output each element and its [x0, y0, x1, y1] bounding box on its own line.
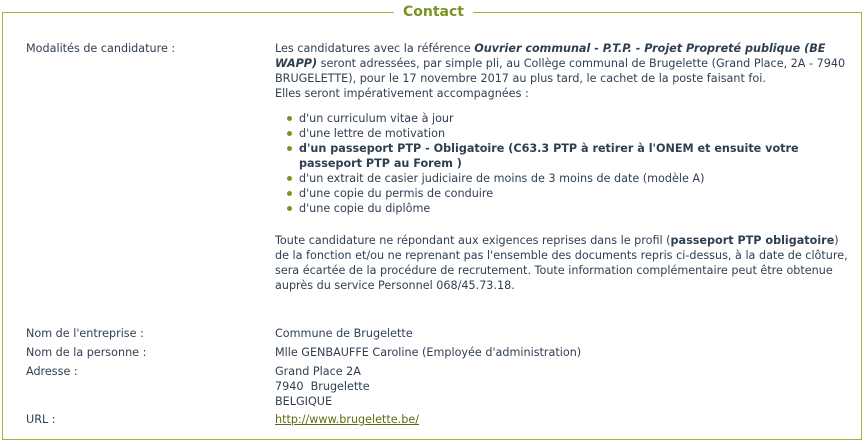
note-text-after: ) de la fonction et/ou ne reprenant pas l'ensemble des documents repris ci-dessus, à la date de clôture, sera écartée de la procédure de recrutement. Toute information complémentaire peut être obtenue auprès du service Personnel 068/45.73.18.: [275, 234, 848, 292]
note-text-before: Toute candidature ne répondant aux exigences reprises dans le profil (: [275, 234, 671, 247]
url-label: URL :: [26, 413, 56, 426]
company-label: Nom de l'entreprise :: [26, 327, 144, 340]
person-label: Nom de la personne :: [26, 346, 147, 359]
address-label: Adresse :: [26, 365, 78, 378]
list-item: d'un extrait de casier judiciaire de moins de 3 moins de date (modèle A): [299, 171, 850, 186]
list-item: d'un passeport PTP - Obligatoire (C63.3 PTP à retirer à l'ONEM et ensuite votre passeport PTP au Forem ): [299, 141, 850, 171]
company-value: Commune de Brugelette: [275, 327, 413, 340]
list-item: d'un curriculum vitae à jour: [299, 111, 850, 126]
intro-text-after: seront adressées, par simple pli, au Collège communal de Brugelette (Grand Place, 2A - 7940 BRUGELETTE), pour le 17 novembre 2017 au plus tard, le cachet de la poste faisant foi.: [275, 57, 846, 85]
application-label: Modalités de candidature :: [26, 42, 176, 55]
address-line-1: Grand Place 2A: [275, 365, 361, 378]
note-bold: passeport PTP obligatoire: [670, 234, 835, 247]
documents-list: [275, 111, 850, 216]
application-intro: [275, 41, 850, 86]
url-value: [275, 412, 850, 427]
section-title: Contact: [394, 3, 473, 21]
website-link[interactable]: http://www.brugelette.be/: [275, 413, 419, 426]
application-intro-line2: Elles seront impérativement accompagnées :: [275, 87, 529, 100]
address-line-2: 7940 Brugelette: [275, 380, 370, 393]
list-item: d'une copie du diplôme: [299, 201, 850, 216]
application-note: [275, 233, 850, 293]
application-value: [275, 41, 850, 293]
person-value: Mlle GENBAUFFE Caroline (Employée d'administration): [275, 346, 582, 359]
address-line-3: BELGIQUE: [275, 395, 333, 408]
address-value: [275, 364, 850, 409]
job-reference: Ouvrier communal - P.T.P. - Projet Propreté publique (BE WAPP): [275, 42, 826, 70]
intro-text-before: Les candidatures avec la référence: [275, 42, 475, 55]
list-item: d'une lettre de motivation: [299, 126, 850, 141]
list-item: d'une copie du permis de conduire: [299, 186, 850, 201]
